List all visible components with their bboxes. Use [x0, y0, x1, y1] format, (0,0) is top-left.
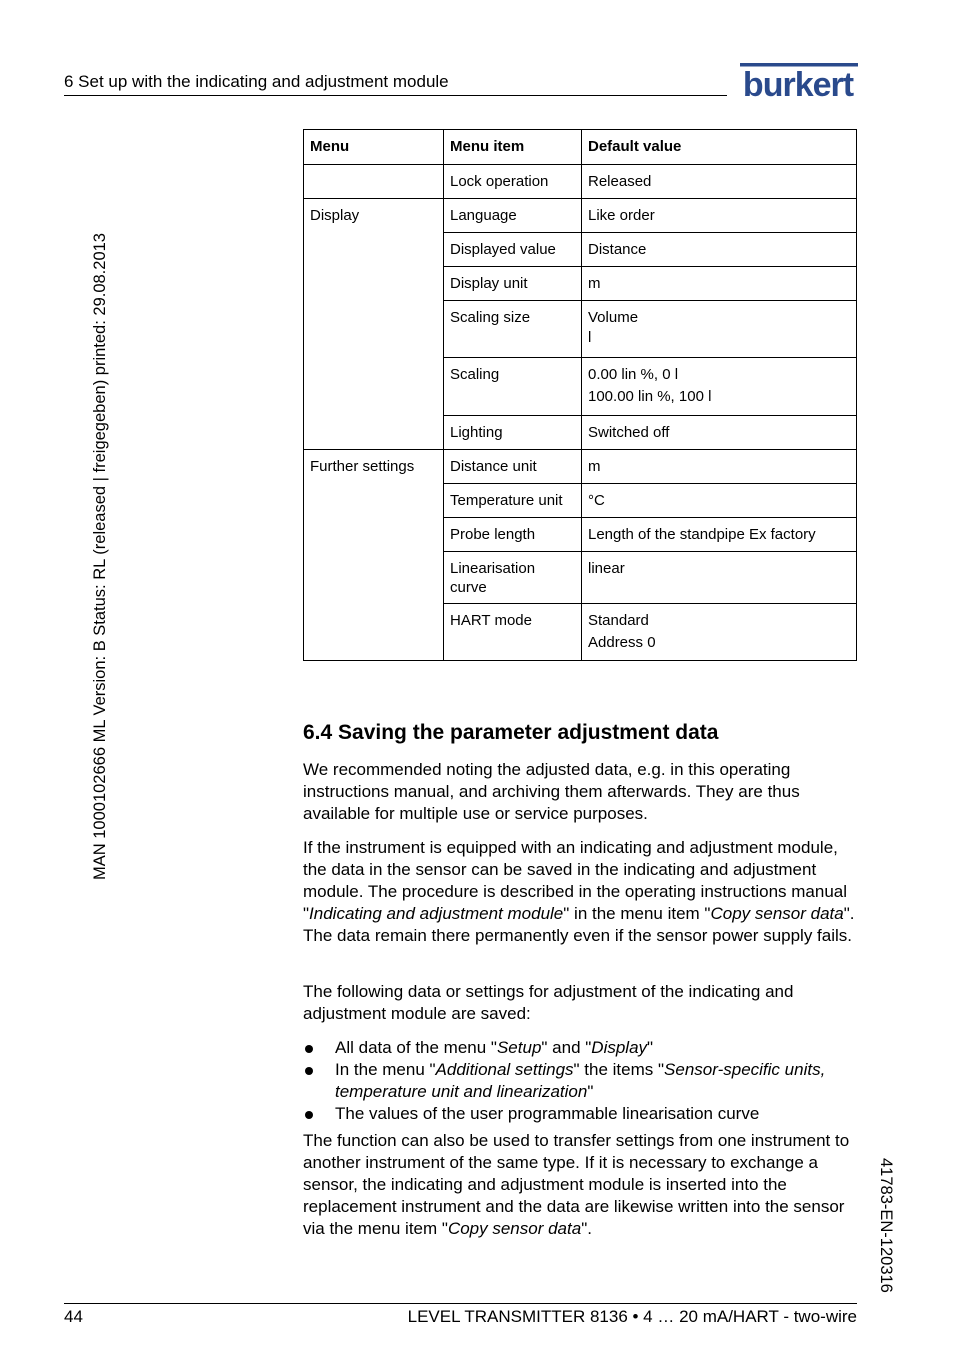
document-number-sidebar: 41783-EN-120316 — [877, 1158, 895, 1293]
bullet-icon — [305, 1045, 313, 1053]
bullet-icon — [305, 1067, 313, 1075]
default-value-cell: Like order — [582, 199, 857, 233]
default-value-cell: Distance — [582, 233, 857, 267]
value-line: l — [588, 329, 592, 346]
menu-item-cell: Linearisation curve — [444, 552, 582, 604]
section-heading: 6.4 Saving the parameter adjustment data — [303, 721, 719, 744]
footer-title: LEVEL TRANSMITTER 8136 • 4 … 20 mA/HART - two-wire — [407, 1307, 857, 1326]
menu-item-cell: Probe length — [444, 518, 582, 552]
menu-item-cell: Lighting — [444, 416, 582, 450]
paragraph: We recommended noting the adjusted data, e.g. in this operating instructions manual, and archiving them afterwards. They are thus available for multiple use or service purposes. — [303, 760, 800, 823]
menu-item-cell: Lock operation — [444, 165, 582, 199]
default-value-cell — [582, 301, 857, 358]
menu-item-cell: Scaling — [444, 358, 582, 416]
table-header-row — [304, 130, 857, 165]
default-value-cell: m — [582, 267, 857, 301]
document-status-sidebar: MAN 1000102666 ML Version: B Status: RL (released | freigegeben) printed: 29.08.2013 — [91, 233, 109, 880]
value-line: Volume — [588, 309, 639, 326]
menu-cell: Further settings — [304, 450, 444, 661]
menu-item-cell: Language — [444, 199, 582, 233]
default-value-cell: m — [582, 450, 857, 484]
menu-item-cell: Scaling size — [444, 301, 582, 358]
value-line: Standard — [588, 612, 649, 629]
list-item: The values of the user programmable linearisation curve — [303, 1103, 859, 1125]
value-line: Address 0 — [588, 634, 656, 651]
running-header: 6 Set up with the indicating and adjustment module — [64, 72, 449, 91]
default-values-table — [303, 129, 857, 661]
default-value-cell — [582, 604, 857, 661]
menu-item-cell: HART mode — [444, 604, 582, 661]
default-value-cell: linear — [582, 552, 857, 604]
list-item: All data of the menu "Setup" and "Display" — [303, 1037, 859, 1059]
column-header-default-value: Default value — [582, 130, 857, 165]
value-line: 0.00 lin %, 0 l — [588, 366, 679, 383]
menu-item-cell: Distance unit — [444, 450, 582, 484]
list-item: In the menu "Additional settings" the items "Sensor-specific units, temperature unit and linearization" — [303, 1059, 859, 1103]
default-value-cell: Switched off — [582, 416, 857, 450]
menu-cell — [304, 165, 444, 199]
table-row — [304, 165, 857, 199]
footer-rule — [64, 1303, 857, 1304]
page-number: 44 — [64, 1307, 83, 1326]
default-value-cell: Released — [582, 165, 857, 199]
paragraph: If the instrument is equipped with an indicating and adjustment module, the data in the sensor can be saved in the indicating and adjustment module. The procedure is described in the operating instructions manual "Indicating and adjustment module" in the menu item "Copy sensor data". The data remain there permanently even if the sensor power supply fails. — [303, 838, 855, 945]
burkert-logo — [738, 60, 858, 100]
table-row — [304, 199, 857, 233]
saved-data-list — [303, 1037, 859, 1125]
paragraph: The function can also be used to transfer settings from one instrument to another instrument of the same type. If it is necessary to exchange a sensor, the indicating and adjustment module is inserted into the replacement instrument and the data are likewise written into the sensor via the menu item "Copy sensor data". — [303, 1131, 850, 1238]
default-value-cell — [582, 358, 857, 416]
bullet-icon — [305, 1111, 313, 1119]
column-header-menu: Menu — [304, 130, 444, 165]
menu-item-cell: Displayed value — [444, 233, 582, 267]
logo-wordmark: burkert — [742, 66, 854, 100]
menu-item-cell: Display unit — [444, 267, 582, 301]
header-rule — [64, 95, 727, 96]
menu-item-cell: Temperature unit — [444, 484, 582, 518]
default-value-cell: °C — [582, 484, 857, 518]
table-row — [304, 450, 857, 484]
menu-cell: Display — [304, 199, 444, 450]
column-header-menu-item: Menu item — [444, 130, 582, 165]
default-value-cell: Length of the standpipe Ex factory — [582, 518, 857, 552]
paragraph: The following data or settings for adjustment of the indicating and adjustment module are saved: — [303, 982, 794, 1023]
value-line: 100.00 lin %, 100 l — [588, 388, 712, 405]
